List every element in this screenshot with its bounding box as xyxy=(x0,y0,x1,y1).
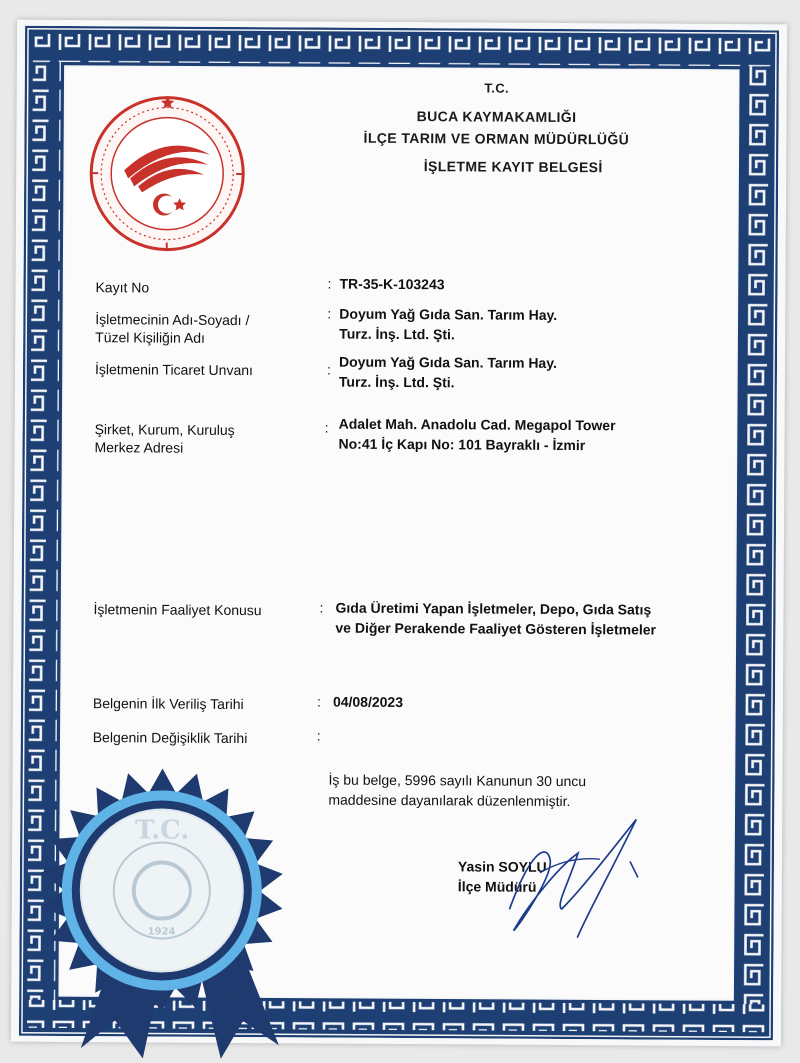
field-colon: : xyxy=(325,420,329,436)
field-head-office-address xyxy=(17,20,787,25)
field-label: İşletmenin Ticaret Unvanı xyxy=(95,360,253,379)
field-label: Merkez Adresi xyxy=(94,438,183,457)
field-colon: : xyxy=(317,728,321,744)
field-trade-name xyxy=(17,20,787,25)
legal-note-line: maddesine dayanılarak düzenlenmiştir. xyxy=(328,790,648,812)
field-value: 04/08/2023 xyxy=(333,692,403,712)
field-label: Belgenin İlk Veriliş Tarihi xyxy=(93,694,244,713)
field-colon: : xyxy=(317,694,321,710)
field-colon: : xyxy=(327,362,331,378)
header-country: T.C. xyxy=(112,78,800,98)
field-value: No:41 İç Kapı No: 101 Bayraklı - İzmir xyxy=(338,434,585,456)
field-value: Adalet Mah. Anadolu Cad. Megapol Tower xyxy=(339,414,616,436)
field-colon: : xyxy=(327,276,331,292)
field-value: Gıda Üretimi Yapan İşletmeler, Depo, Gıda Satış xyxy=(335,598,651,620)
field-label: Şirket, Kurum, Kuruluş xyxy=(95,420,235,439)
field-label: İşletmenin Faaliyet Konusu xyxy=(93,600,261,619)
field-colon: : xyxy=(327,306,331,322)
legal-note xyxy=(328,770,648,812)
field-label: İşletmecinin Adı-Soyadı / xyxy=(95,310,249,329)
header-office: BUCA KAYMAKAMLIĞI xyxy=(112,106,800,127)
field-value: Turz. İnş. Ltd. Şti. xyxy=(339,324,455,345)
signatory-title: İlçe Müdürü xyxy=(458,876,547,897)
field-value: ve Diğer Perakende Faaliyet Gösteren İşletmeler xyxy=(335,618,656,640)
field-value: TR-35-K-103243 xyxy=(339,274,444,295)
document-title: İŞLETME KAYIT BELGESİ xyxy=(128,156,800,177)
field-first-issue-date xyxy=(17,20,787,25)
field-label: Kayıt No xyxy=(95,278,149,296)
signatory-name: Yasin SOYLU xyxy=(458,856,547,877)
field-change-date xyxy=(17,20,787,25)
field-value: Turz. İnş. Ltd. Şti. xyxy=(339,372,455,393)
rosette-seal-icon xyxy=(29,758,301,1060)
field-label: Belgenin Değişiklik Tarihi xyxy=(93,728,248,747)
svg-text:T.C.: T.C. xyxy=(135,815,190,845)
legal-note-line: İş bu belge, 5996 sayılı Kanunun 30 uncu xyxy=(328,770,648,792)
svg-text:1924: 1924 xyxy=(148,926,176,937)
field-activity-subject xyxy=(17,20,787,25)
field-value: Doyum Yağ Gıda San. Tarım Hay. xyxy=(339,352,557,373)
signature-icon xyxy=(460,812,661,943)
certificate-sheet xyxy=(11,20,787,1047)
field-registration-no xyxy=(17,20,787,25)
field-operator-name xyxy=(17,20,787,25)
field-value: Doyum Yağ Gıda San. Tarım Hay. xyxy=(339,304,557,325)
field-colon: : xyxy=(319,600,323,616)
field-label: Tüzel Kişiliğin Adı xyxy=(95,328,205,347)
header-directorate: İLÇE TARIM VE ORMAN MÜDÜRLÜĞÜ xyxy=(111,128,800,149)
